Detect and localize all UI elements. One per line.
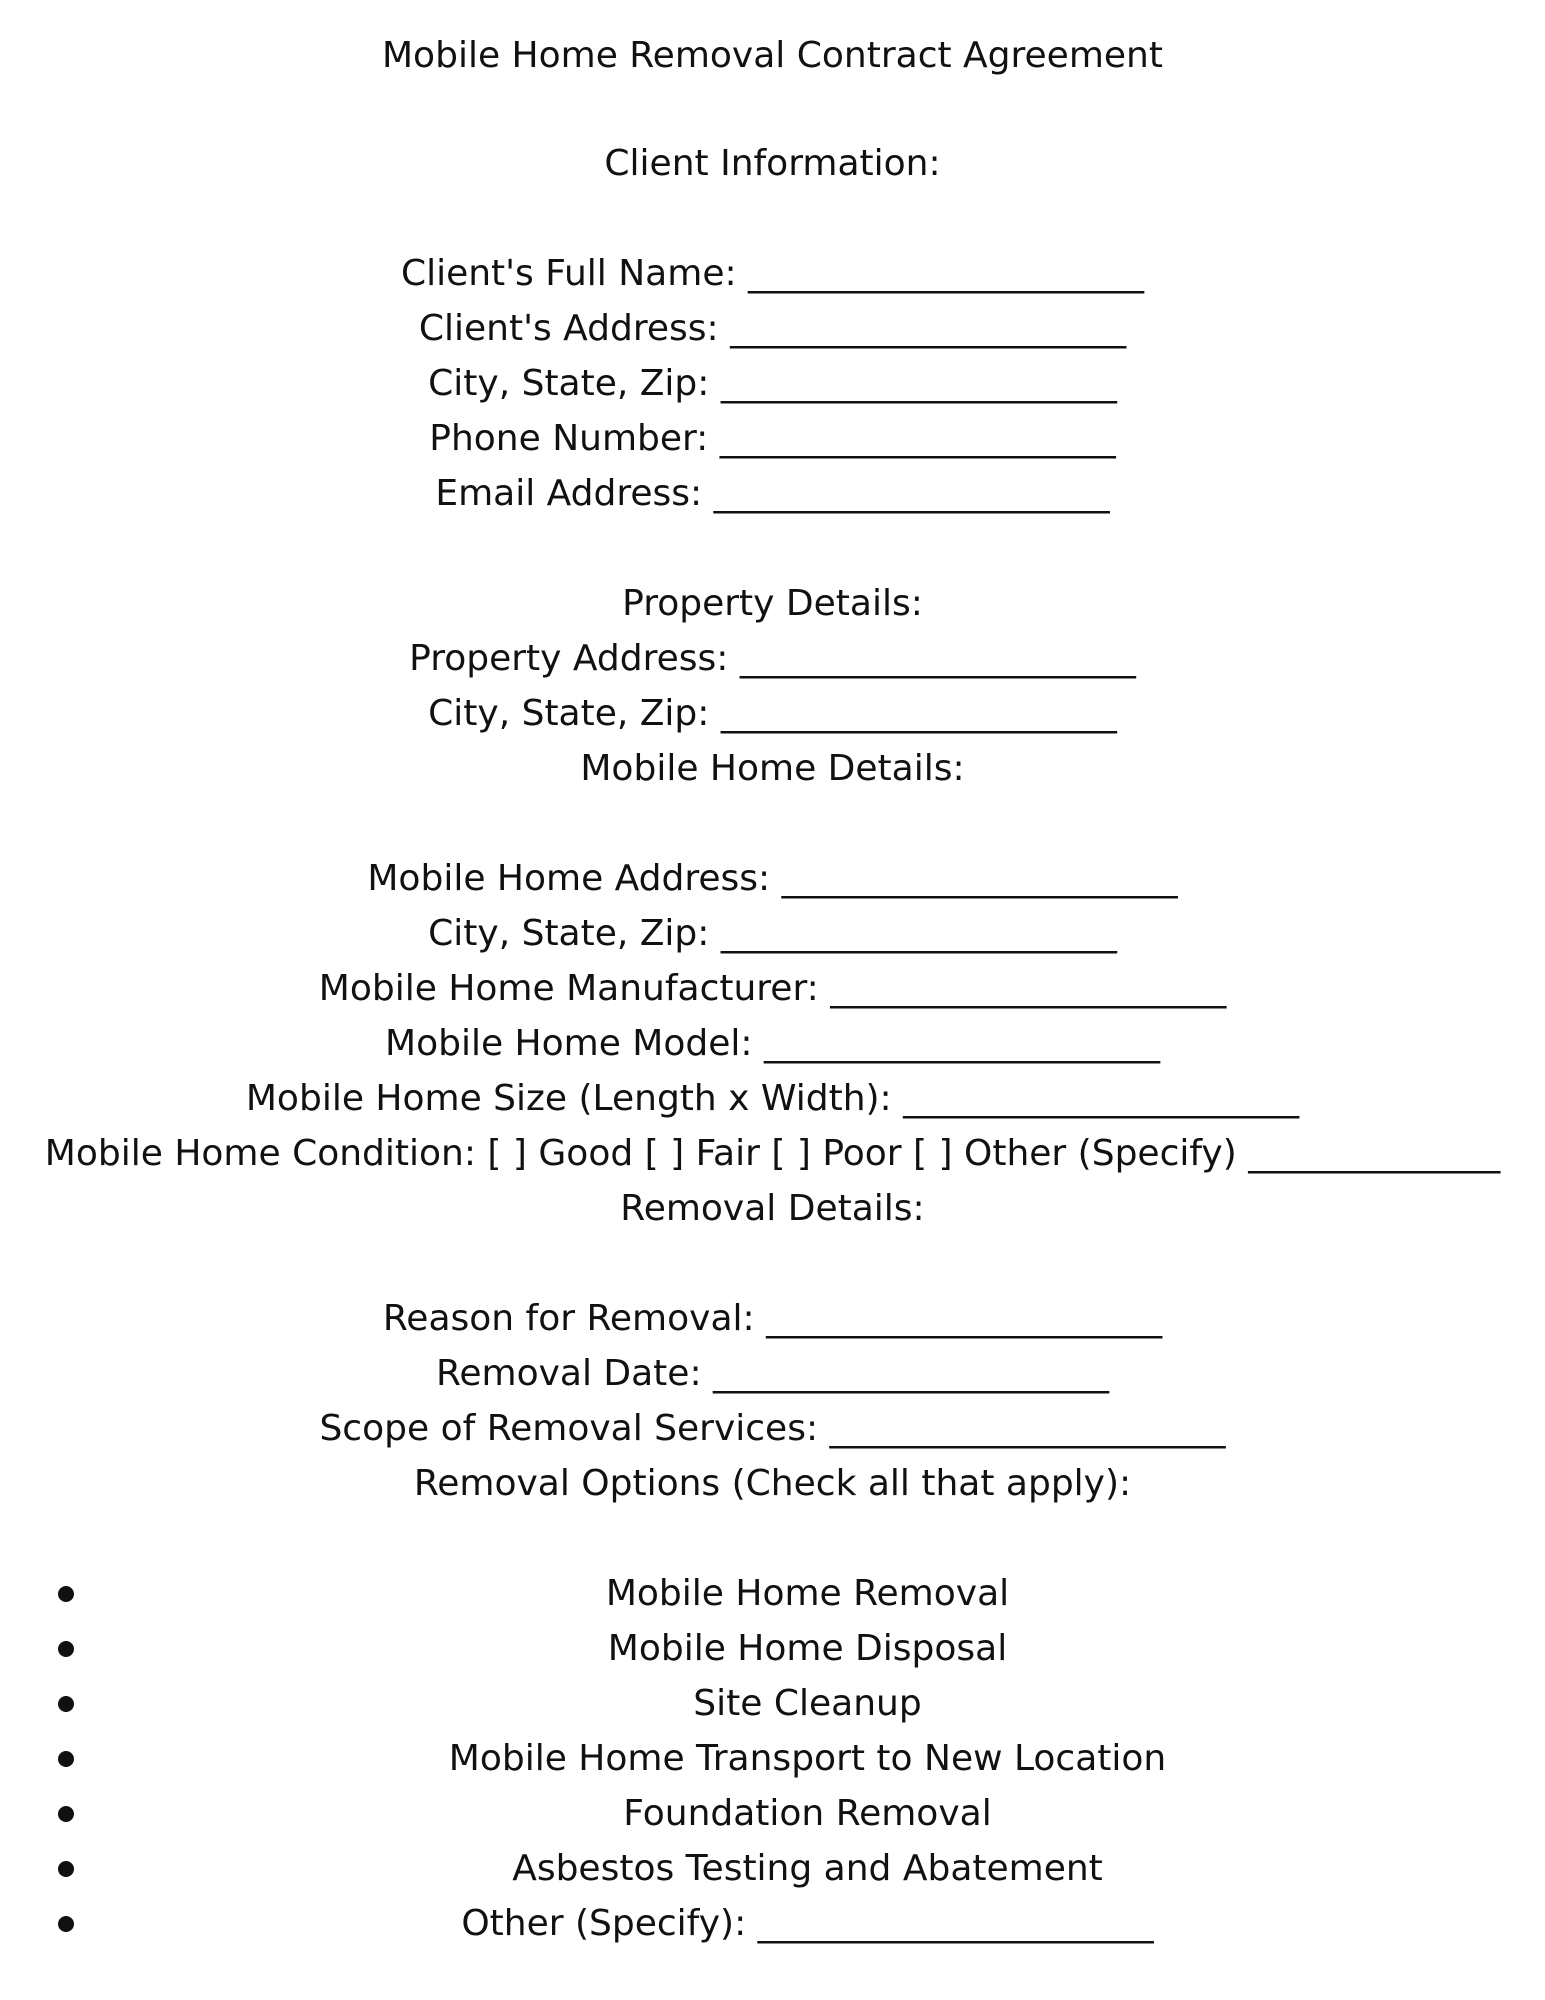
removal-details-heading: Removal Details:	[620, 1188, 925, 1229]
removal-options-heading: Removal Options (Check all that apply):	[413, 1463, 1132, 1504]
property-city-state-zip-field: City, State, Zip: ______________________	[428, 693, 1117, 734]
property-details-heading: Property Details:	[622, 583, 923, 624]
removal-option-label: Mobile Home Disposal	[607, 1628, 1008, 1669]
removal-reason-field: Reason for Removal: ______________________	[382, 1298, 1163, 1339]
mobile-home-manufacturer-field: Mobile Home Manufacturer: ______________________	[318, 968, 1227, 1009]
removal-option-label: Mobile Home Transport to New Location	[448, 1738, 1167, 1779]
removal-option-label: Site Cleanup	[693, 1683, 922, 1724]
client-phone-field: Phone Number: ______________________	[429, 418, 1116, 459]
property-address-field: Property Address: ______________________	[409, 638, 1136, 679]
removal-option-label: Mobile Home Removal	[605, 1573, 1010, 1614]
removal-option-label: Foundation Removal	[623, 1793, 992, 1834]
removal-option-label: Asbestos Testing and Abatement	[512, 1848, 1103, 1889]
mobile-home-condition-field: Mobile Home Condition: [ ] Good [ ] Fair [ ] Poor [ ] Other (Specify) ______________	[44, 1133, 1501, 1174]
client-full-name-field: Client's Full Name: ______________________	[400, 253, 1145, 294]
client-address-field: Client's Address: ______________________	[418, 308, 1127, 349]
client-email-field: Email Address: ______________________	[435, 473, 1110, 514]
removal-option-label: Other (Specify): ______________________	[461, 1903, 1154, 1944]
document-title: Mobile Home Removal Contract Agreement	[382, 35, 1163, 76]
mobile-home-address-field: Mobile Home Address: ______________________	[367, 858, 1178, 899]
mobile-home-details-heading: Mobile Home Details:	[580, 748, 965, 789]
client-info-heading: Client Information:	[604, 143, 941, 184]
mobile-home-model-field: Mobile Home Model: ______________________	[385, 1023, 1160, 1064]
mobile-home-city-state-zip-field: City, State, Zip: ______________________	[428, 913, 1117, 954]
removal-date-field: Removal Date: ______________________	[435, 1353, 1110, 1394]
removal-scope-field: Scope of Removal Services: ______________________	[319, 1408, 1226, 1449]
mobile-home-size-field: Mobile Home Size (Length x Width): ______________________	[245, 1078, 1300, 1119]
client-city-state-zip-field: City, State, Zip: ______________________	[428, 363, 1117, 404]
